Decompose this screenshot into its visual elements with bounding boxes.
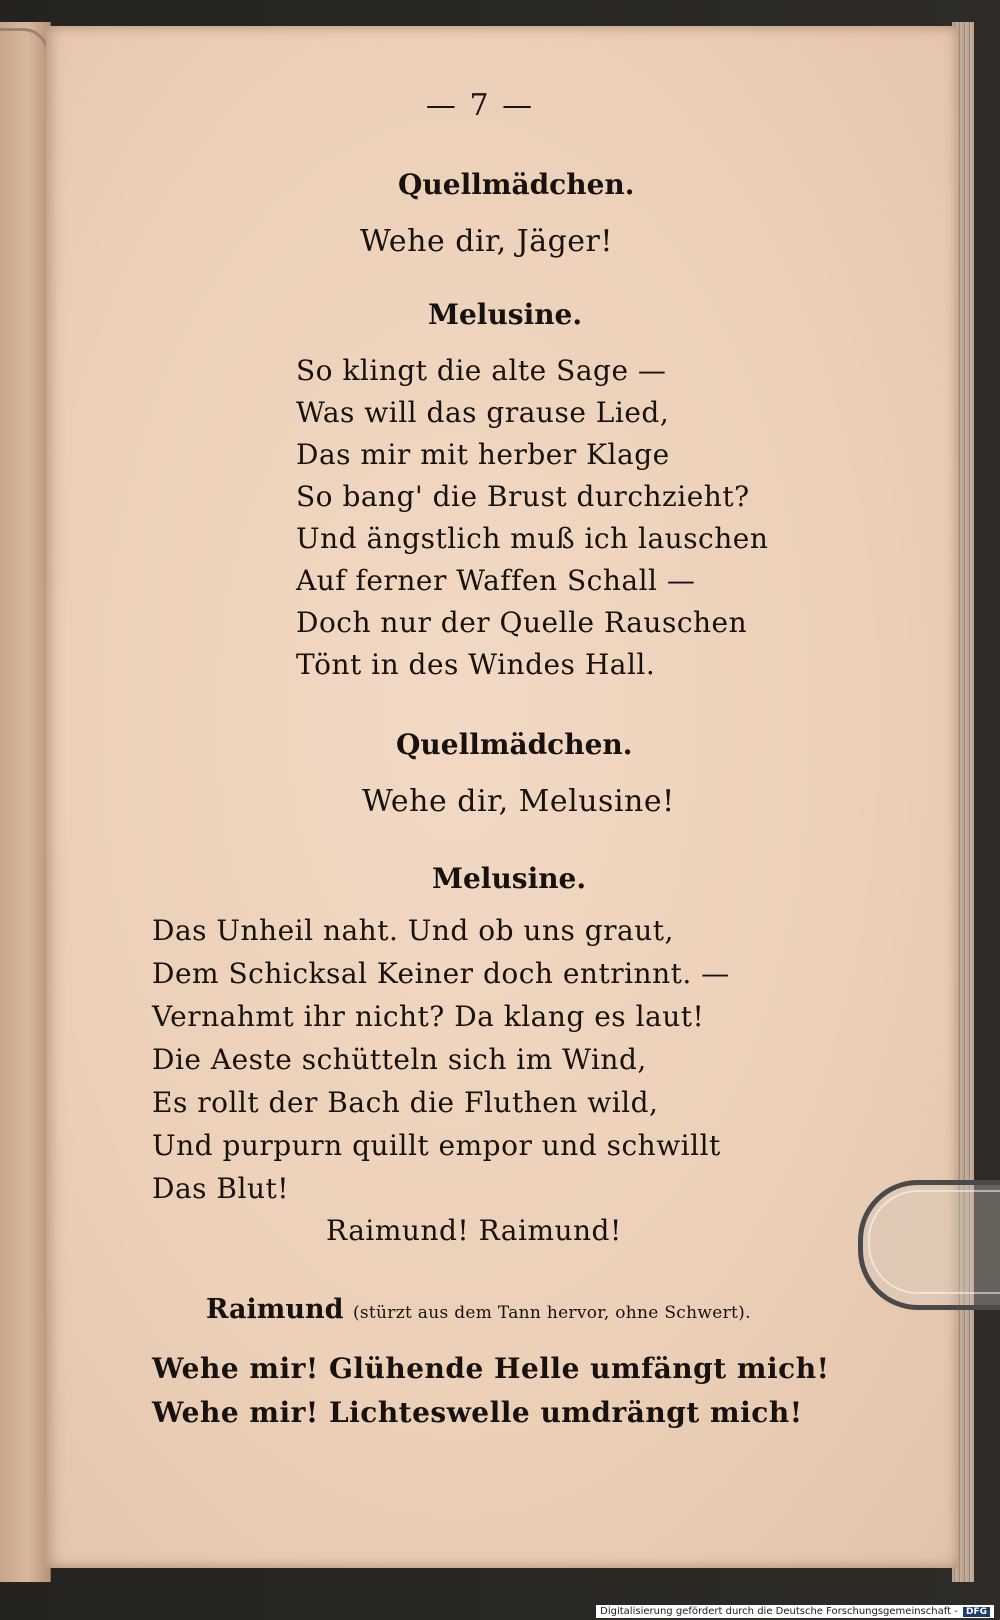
speaker-name: Quellmädchen. [398, 168, 635, 201]
speaker-name: Melusine. [428, 298, 583, 331]
verse-line: Das Blut! [152, 1172, 289, 1205]
verse-line: Das Unheil naht. Und ob uns graut, [152, 914, 674, 947]
speaker-name: Quellmädchen. [396, 728, 633, 761]
verse-line: Das mir mit herber Klage [296, 438, 670, 471]
verse-line: Vernahmt ihr nicht? Da klang es laut! [152, 1000, 705, 1033]
verse-line: Raimund! Raimund! [326, 1214, 622, 1247]
verse-line: Wehe dir, Melusine! [362, 784, 675, 819]
page-number: — 7 — [425, 88, 535, 123]
verse-line: Und purpurn quillt empor und schwillt [152, 1129, 721, 1162]
verse-line: Und ängstlich muß ich lauschen [296, 522, 769, 555]
verse-line: Auf ferner Waffen Schall — [296, 564, 696, 597]
stage-direction: (stürzt aus dem Tann hervor, ohne Schwert). [352, 1303, 751, 1323]
verse-line: Doch nur der Quelle Rauschen [296, 606, 748, 639]
digitization-credit [596, 1605, 994, 1618]
verse-line: Es rollt der Bach die Fluthen wild, [152, 1086, 659, 1119]
dfg-logo: DFG [963, 1607, 990, 1617]
verse-line: Dem Schicksal Keiner doch entrinnt. — [152, 957, 730, 990]
verse-line: Tönt in des Windes Hall. [296, 648, 656, 681]
verse-line: Wehe dir, Jäger! [360, 224, 613, 259]
previous-page-edge [0, 22, 51, 1582]
verse-line: Die Aeste schütteln sich im Wind, [152, 1043, 647, 1076]
speaker-line [206, 1294, 751, 1325]
speaker-name: Raimund [206, 1294, 344, 1325]
speaker-name: Melusine. [432, 862, 587, 895]
verse-line: So bang' die Brust durchzieht? [296, 480, 750, 513]
credit-text: Digitalisierung gefördert durch die Deutsche Forschungsgemeinschaft - [600, 1606, 958, 1617]
paper-clip-highlight [868, 1190, 1000, 1294]
verse-line: So klingt die alte Sage — [296, 354, 667, 387]
verse-line: Wehe mir! Lichteswelle umdrängt mich! [152, 1396, 803, 1429]
verse-line: Was will das grause Lied, [296, 396, 670, 429]
verse-line: Wehe mir! Glühende Helle umfängt mich! [152, 1352, 830, 1385]
